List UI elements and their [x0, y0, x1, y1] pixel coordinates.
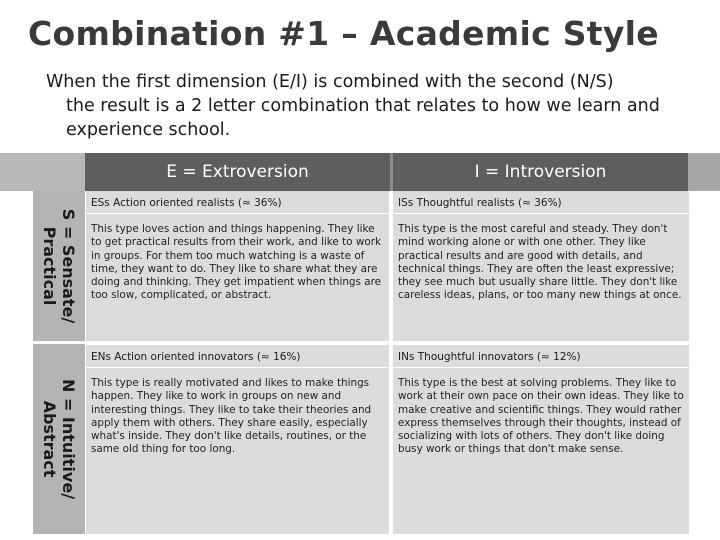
description-cell-in — [393, 368, 689, 534]
row-label-intuitive-text — [40, 379, 78, 499]
row-label-sensate-line-1: S = Sensate/ — [59, 208, 78, 324]
row-label-sensate — [33, 191, 85, 341]
row-label-sensate-text — [40, 209, 78, 324]
description-cell-es — [86, 214, 389, 341]
intro-line-1: When the first dimension (E/I) is combined with the second (N/S) — [46, 72, 614, 92]
row-label-intuitive — [33, 344, 85, 534]
intro-paragraph — [46, 70, 696, 142]
page-title: Combination #1 – Academic Style — [28, 14, 659, 53]
description-in: This type is the best at solving problems. They like to work at their own pace on their own ideas. They like to make creative and scientific things. They would rather express themselves through their thoughts, instead of socializing with lots of others. They don't like doing busy work or things that don't make sense. — [398, 377, 684, 456]
description-is: This type is the most careful and steady. They don't mind working alone or with one other. They like practical results and are good with details, and technical things. They are often the least expressive; they see much but usually share little. They don't like careless ideas, plans, or too many new things at once. — [398, 223, 682, 302]
type-label-is: ISs Thoughtful realists (≈ 36%) — [398, 197, 562, 209]
type-label-in: INs Thoughtful innovators (≈ 12%) — [398, 351, 581, 363]
row-label-intuitive-line-2: Abstract — [40, 400, 59, 478]
type-label-cell-in — [393, 345, 689, 367]
type-label-en: ENs Action oriented innovators (≈ 16%) — [91, 351, 301, 363]
type-label-cell-is — [393, 191, 689, 213]
intro-line-2: the result is a 2 letter combination that relates to how we learn and experience school. — [66, 96, 660, 140]
row-label-sensate-line-2: Practical — [40, 226, 59, 306]
type-label-cell-es — [86, 191, 389, 213]
type-label-cell-en — [86, 345, 389, 367]
column-header-edge — [688, 153, 720, 191]
description-cell-is — [393, 214, 689, 341]
row-divider — [33, 341, 689, 344]
description-es: This type loves action and things happening. They like to get practical results from their work, and like to work in groups. For them too much watching is a waste of time, they want to do. They like to share what they are doing and thinking. They get impatient when things are too slow, complicated, or abstract. — [91, 223, 382, 302]
type-label-es: ESs Action oriented realists (≈ 36%) — [91, 197, 282, 209]
description-cell-en — [86, 368, 389, 534]
column-header-extroversion: E = Extroversion — [85, 153, 390, 191]
column-header-introversion: I = Introversion — [393, 153, 688, 191]
row-label-intuitive-line-1: N = Intuitive/ — [59, 378, 78, 500]
description-en: This type is really motivated and likes to make things happen. They like to work in groups on new and interesting things. They like to take their theories and apply them with others. They share easily, especially what's inside. They don't like details, routines, or the same old thing for too long. — [91, 377, 372, 456]
